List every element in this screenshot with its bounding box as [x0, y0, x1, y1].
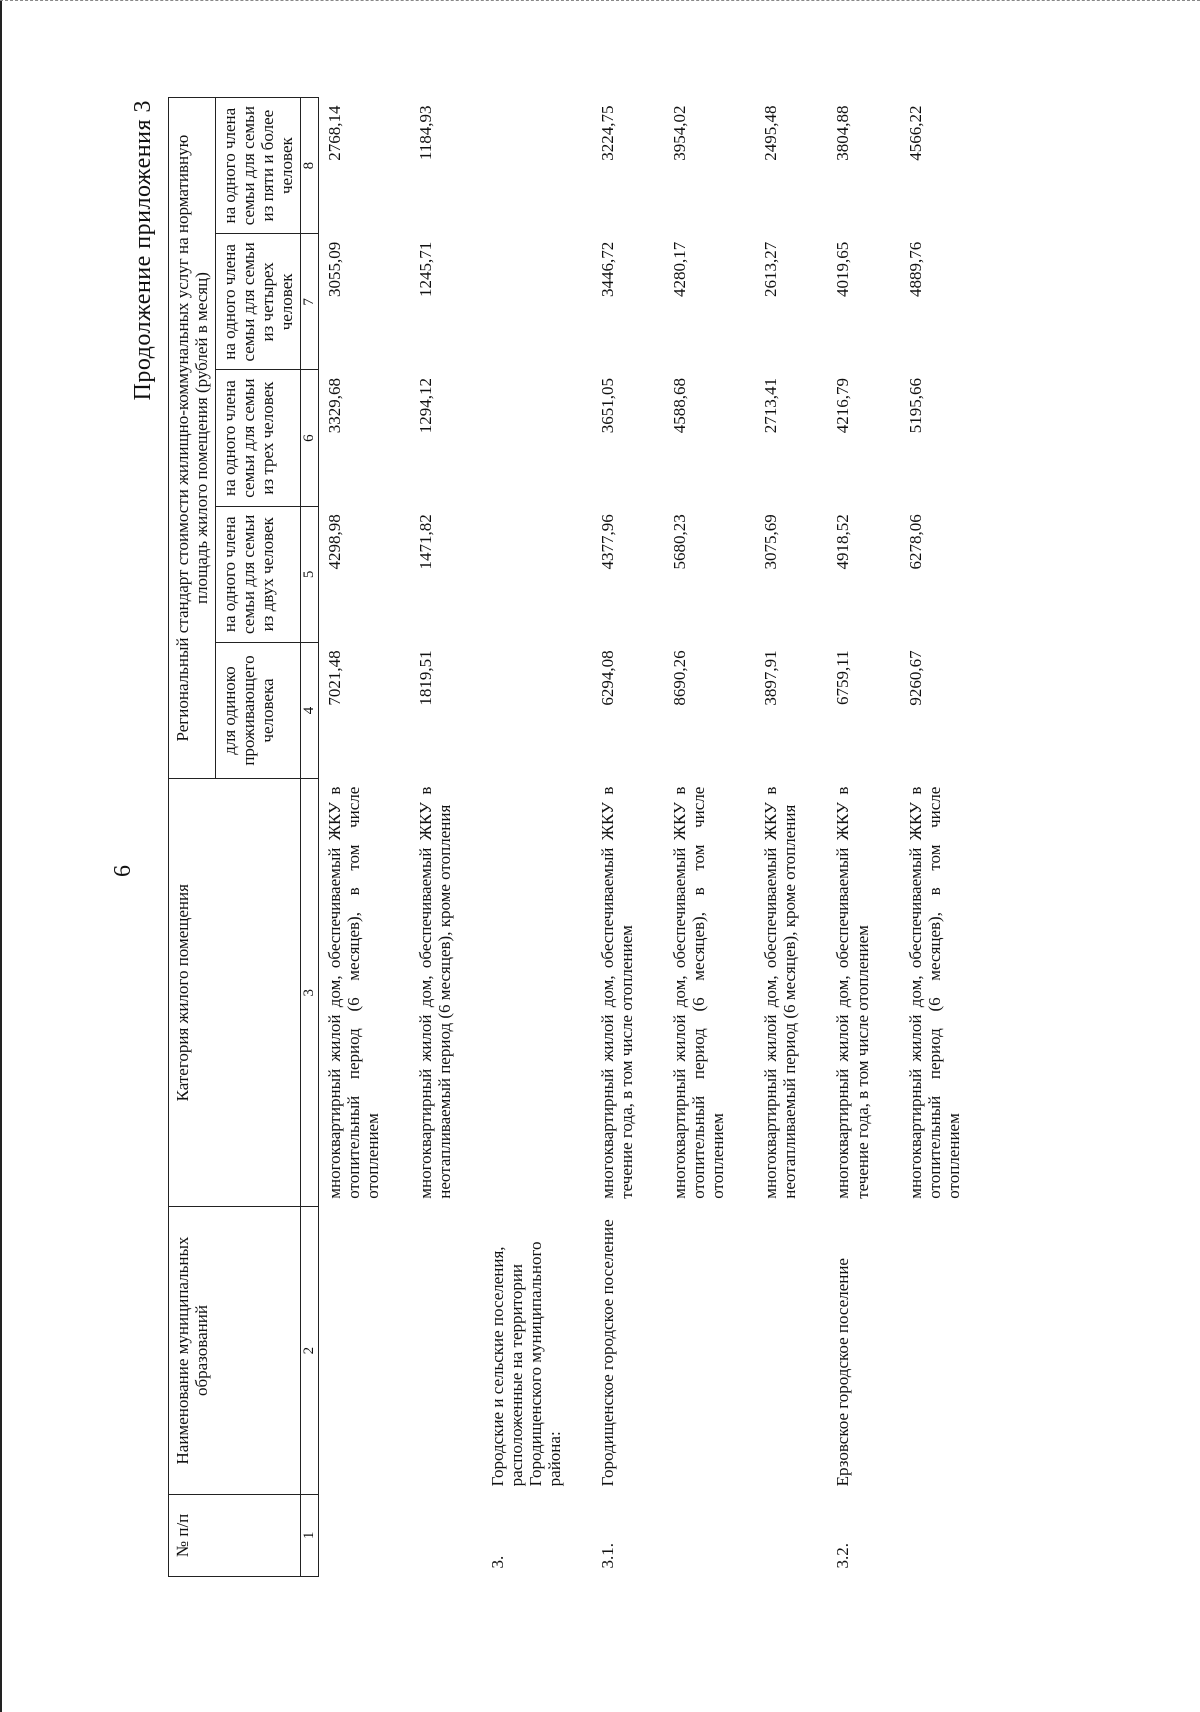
row-value-col8: 3804,88: [833, 105, 853, 161]
header-category: Категория жилого помещения: [169, 779, 301, 1207]
row-value-col6: 4216,79: [833, 377, 853, 434]
row-value-col7: 4280,17: [670, 241, 690, 298]
row-value-col7: 4019,65: [833, 241, 853, 298]
table-row: [900, 98, 991, 1577]
row-category: многоквартирный жилой дом, обеспечиваемый ЖКУ в отопительный период (6 месяцев), в том числе отоплением: [905, 786, 963, 1199]
row-value-col8: 3224,75: [598, 105, 618, 161]
row-num: 3.2.: [833, 1543, 853, 1569]
continuation-title: Продолжение приложения 3: [130, 100, 156, 401]
row-value-col5: 5680,23: [670, 514, 690, 570]
header-standard-group: Региональный стандарт стоимости жилищно-коммунальных услуг на нормативную площадь жилого помещения (рублей в месяц): [169, 98, 216, 779]
header-col4: для одиноко проживающего человека: [216, 642, 301, 778]
row-value-col5: [482, 506, 592, 642]
row-value-col8: [482, 98, 592, 234]
column-number: 5: [301, 506, 319, 642]
header-col5: на одного члена семьи для семьи из двух человек: [216, 506, 301, 642]
header-col6: на одного члена семьи для семьи из трех человек: [216, 370, 301, 506]
row-value-col7: 3446,72: [598, 241, 618, 298]
table-row: [664, 98, 755, 1577]
row-value-col8: 4566,22: [905, 105, 925, 161]
row-value-col7: 4889,76: [905, 241, 925, 298]
row-value-col4: 7021,48: [324, 650, 344, 706]
row-value-col6: 5195,66: [905, 377, 925, 434]
table-row: [410, 98, 482, 1577]
row-value-col6: [482, 370, 592, 506]
row-name: [755, 1207, 827, 1495]
row-name: [318, 1207, 410, 1495]
column-number: 7: [301, 234, 319, 370]
row-value-col8: 3954,02: [670, 105, 690, 161]
row-value-col4: 8690,26: [670, 650, 690, 706]
row-value-col6: 3329,68: [324, 377, 344, 434]
row-value-col7: 3055,09: [324, 241, 344, 298]
table-row: [827, 98, 899, 1577]
row-value-col4: 1819,51: [416, 650, 436, 706]
row-category: многоквартирный жилой дом, обеспечиваемый ЖКУ в течение года, в том числе отоплением: [598, 786, 637, 1199]
table-row: [755, 98, 827, 1577]
table-row: [592, 98, 664, 1577]
row-value-col4: [482, 642, 592, 778]
row-num: [755, 1494, 827, 1576]
column-number: 1: [301, 1494, 319, 1576]
row-category: многоквартирный жилой дом, обеспечиваемый ЖКУ в неотапливаемый период (6 месяцев), кроме отопления: [761, 786, 800, 1199]
row-value-col5: 1471,82: [416, 514, 436, 570]
row-category: многоквартирный жилой дом, обеспечиваемый ЖКУ в течение года, в том числе отоплением: [833, 786, 872, 1199]
column-number: 4: [301, 642, 319, 778]
header-num: № п/п: [169, 1494, 301, 1576]
page-number: 6: [110, 865, 136, 877]
row-name: [900, 1207, 991, 1495]
column-number: 6: [301, 370, 319, 506]
row-num: [900, 1494, 991, 1576]
table-row: [482, 98, 592, 1577]
header-col7: на одного члена семьи для семьи из четырех человек: [216, 234, 301, 370]
row-name: Городские и сельские поселения, расположенные на территории Городищенского муниципального района:: [488, 1241, 565, 1487]
row-value-col7: [482, 234, 592, 370]
row-name: [664, 1207, 755, 1495]
row-num: 3.1.: [598, 1543, 618, 1569]
row-num: [318, 1494, 410, 1576]
row-value-col4: 6759,11: [833, 650, 853, 706]
header-name: Наименование муниципальных образований: [169, 1207, 301, 1495]
row-value-col5: 3075,69: [761, 514, 781, 570]
row-num: 3.: [488, 1555, 508, 1569]
row-value-col4: 9260,67: [905, 650, 925, 706]
header-col8: на одного члена семьи для семьи из пяти и более человек: [216, 98, 301, 234]
row-value-col5: 4918,52: [833, 514, 853, 570]
row-value-col6: 2713,41: [761, 377, 781, 434]
row-value-col5: 4377,96: [598, 514, 618, 570]
row-value-col8: 1184,93: [416, 105, 436, 161]
row-value-col6: 1294,12: [416, 377, 436, 434]
column-number: 3: [301, 779, 319, 1207]
row-value-col7: 2613,27: [761, 241, 781, 298]
standard-table: [168, 97, 991, 1577]
row-value-col4: 6294,08: [598, 650, 618, 706]
row-name: Ерзовское городское поселение: [833, 1258, 853, 1487]
column-number: 2: [301, 1207, 319, 1495]
row-value-col5: 4298,98: [324, 514, 344, 570]
row-category: [482, 779, 592, 1207]
row-value-col5: 6278,06: [905, 514, 925, 570]
row-value-col4: 3897,91: [761, 650, 781, 706]
row-category: многоквартирный жилой дом, обеспечиваемый ЖКУ в неотапливаемый период (6 месяцев), кроме отопления: [416, 786, 455, 1199]
row-value-col6: 3651,05: [598, 377, 618, 434]
row-value-col7: 1245,71: [416, 241, 436, 298]
row-name: Городищенское городское поселение: [598, 1219, 618, 1487]
column-number: 8: [301, 98, 319, 234]
row-value-col8: 2768,14: [324, 105, 344, 161]
row-value-col6: 4588,68: [670, 377, 690, 434]
row-num: [664, 1494, 755, 1576]
row-value-col8: 2495,48: [761, 105, 781, 161]
row-category: многоквартирный жилой дом, обеспечиваемый ЖКУ в отопительный период (6 месяцев), в том числе отоплением: [324, 786, 383, 1199]
row-name: [410, 1207, 482, 1495]
table-row: [318, 98, 410, 1577]
row-category: многоквартирный жилой дом, обеспечиваемый ЖКУ в отопительный период (6 месяцев), в том числе отоплением: [670, 786, 728, 1199]
row-num: [410, 1494, 482, 1576]
